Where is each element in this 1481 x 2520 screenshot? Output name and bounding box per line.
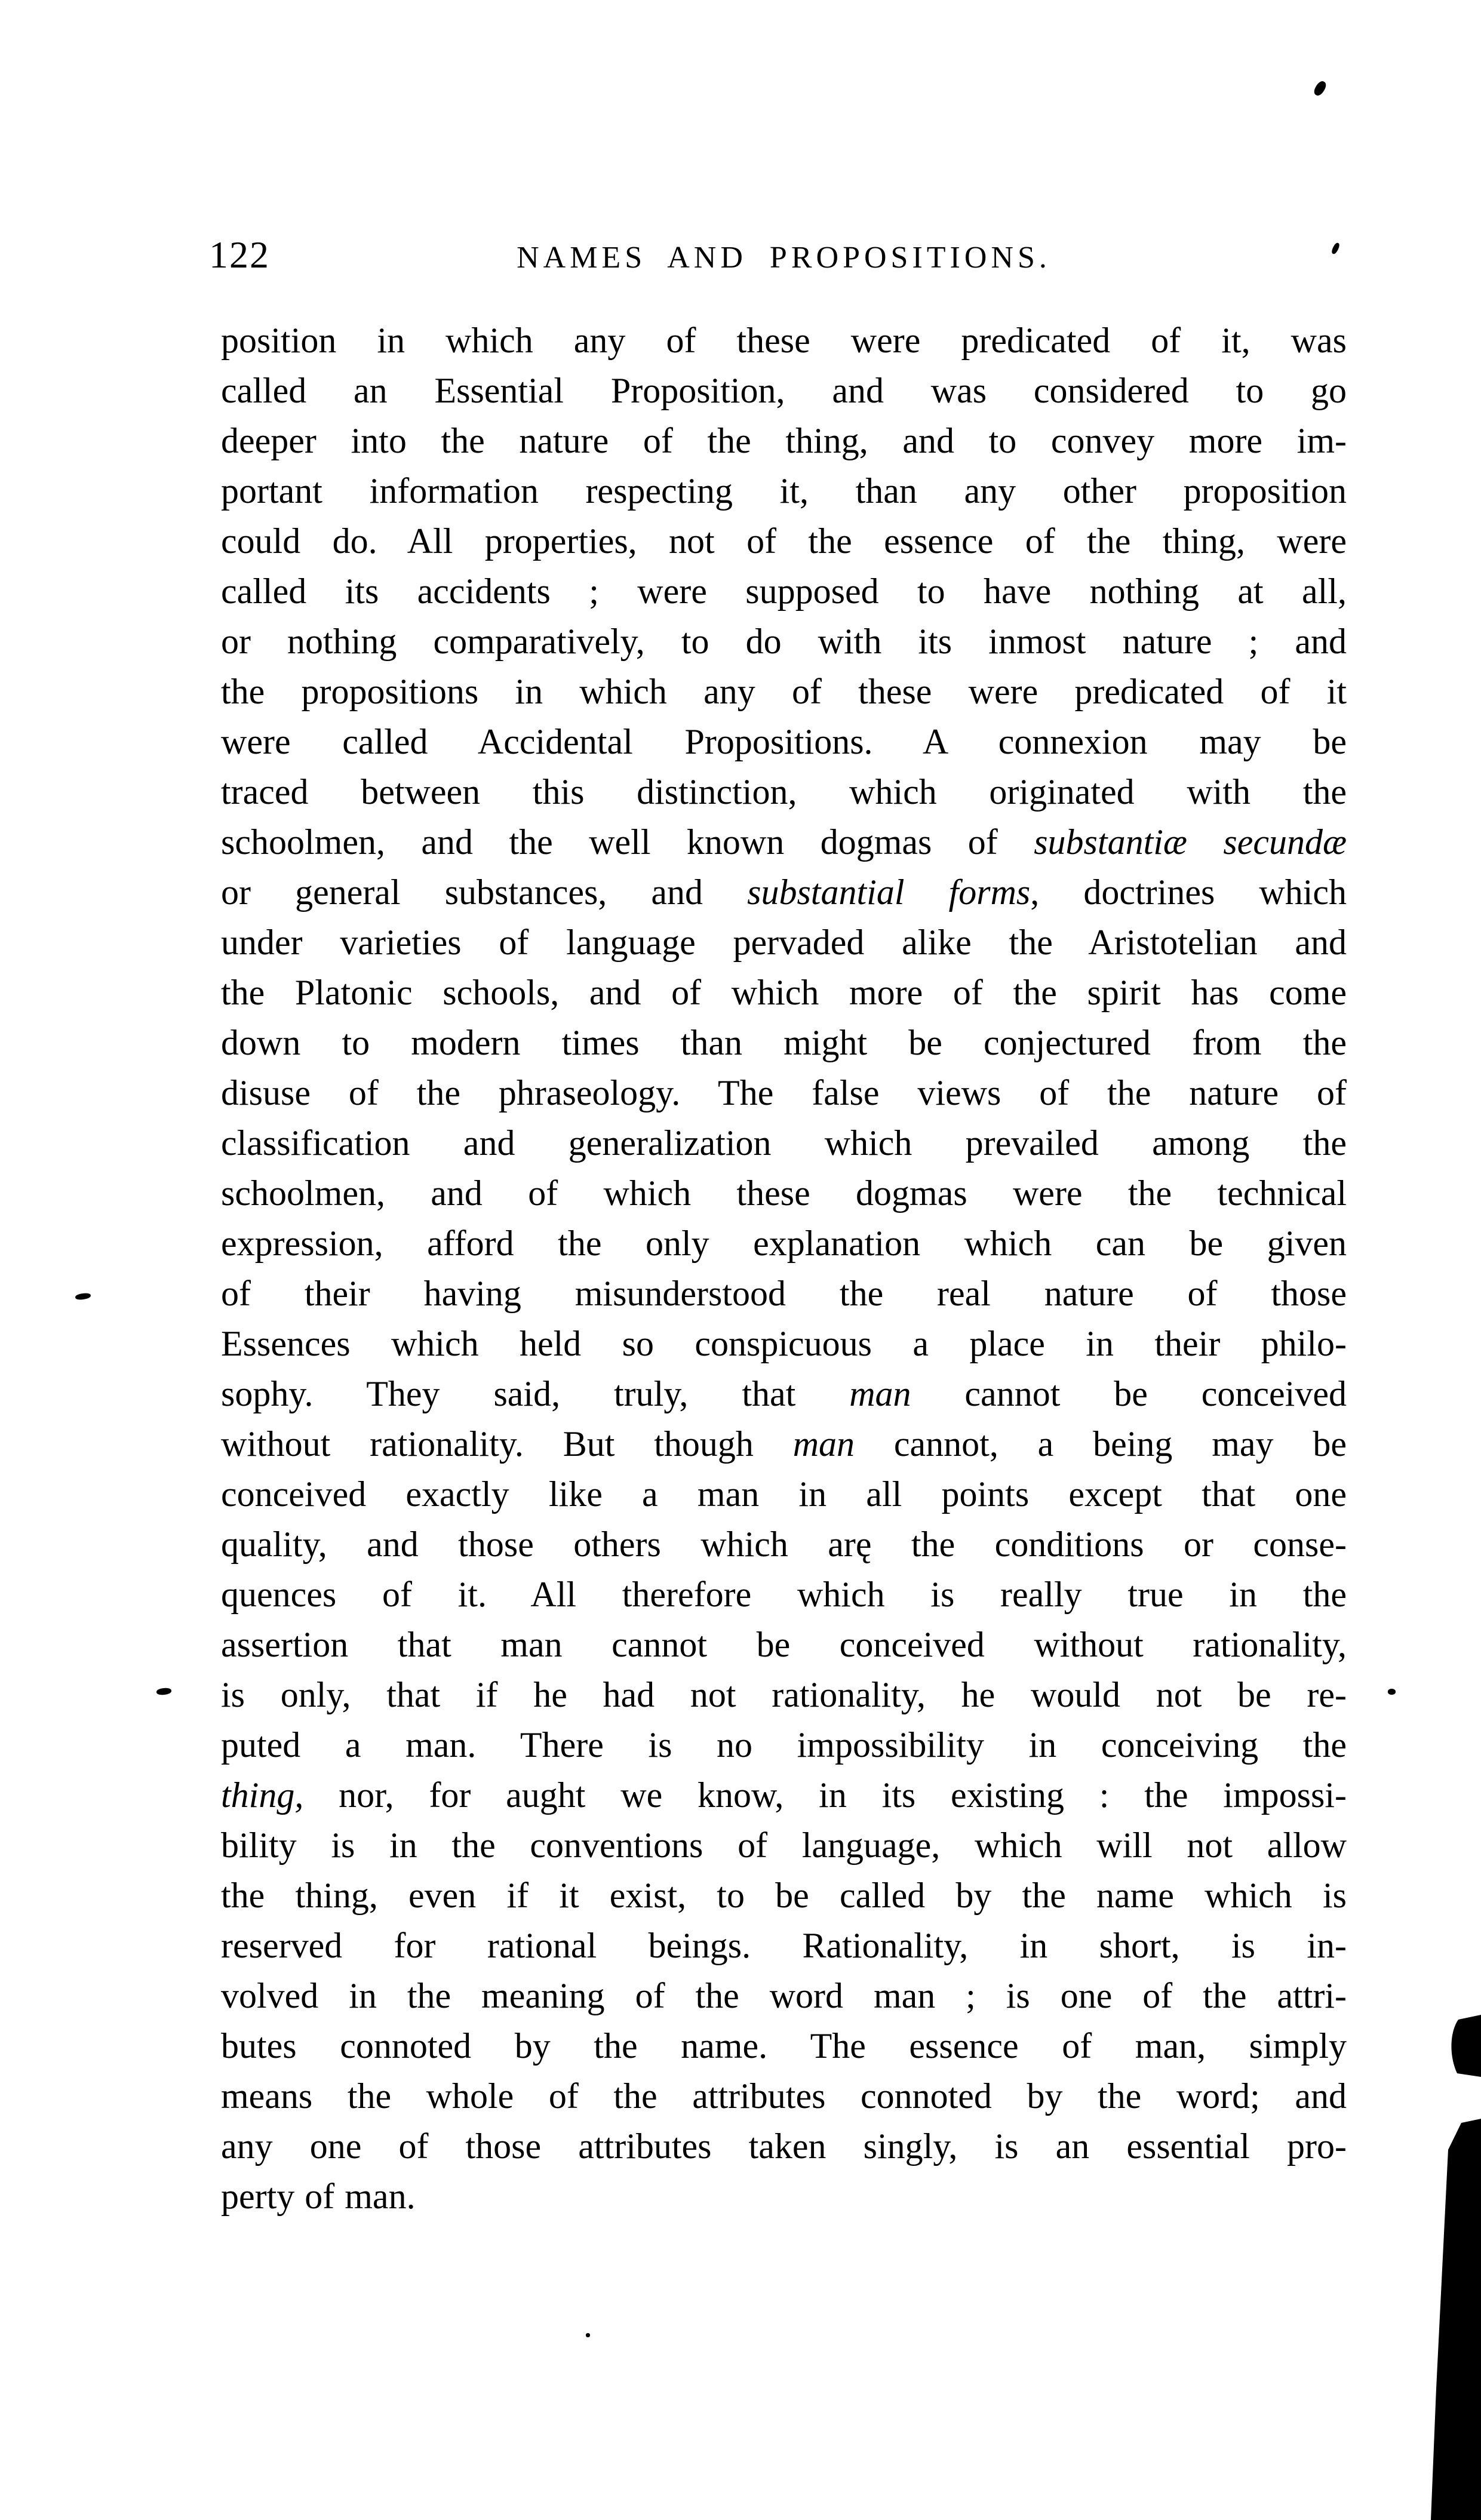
text-segment: butes connoted by the name. The essence of man, simply xyxy=(221,2026,1347,2066)
text-line xyxy=(221,917,1347,967)
text-line xyxy=(221,1268,1347,1319)
text-line xyxy=(221,1820,1347,1870)
margin-blot-right xyxy=(1388,1689,1396,1695)
text-line xyxy=(221,1319,1347,1369)
text-line xyxy=(221,2021,1347,2071)
text-line xyxy=(221,2171,1347,2221)
text-segment: the thing, even if it exist, to be called by the name which is xyxy=(221,1876,1347,1915)
text-line xyxy=(221,1469,1347,1519)
text-segment: conceived exactly like a man in all points except that one xyxy=(221,1474,1347,1514)
text-segment: the Platonic schools, and of which more of the spirit has come xyxy=(221,973,1347,1012)
text-segment: classification and generalization which prevailed among the xyxy=(221,1123,1347,1163)
text-segment: perty of man. xyxy=(221,2177,416,2216)
text-line xyxy=(221,1619,1347,1670)
text-line xyxy=(221,516,1347,566)
text-segment: called an Essential Proposition, and was considered to go xyxy=(221,371,1347,410)
text-segment: or general substances, and xyxy=(221,872,748,912)
text-segment-italic: man xyxy=(849,1374,911,1413)
text-segment: were called Accidental Propositions. A connexion may be xyxy=(221,722,1347,761)
text-line xyxy=(221,466,1347,516)
text-line xyxy=(221,1870,1347,1920)
text-segment: cannot, a being may be xyxy=(855,1424,1347,1464)
ink-blot-right-edge xyxy=(1451,2015,1481,2077)
text-line xyxy=(221,1720,1347,1770)
text-line xyxy=(221,967,1347,1018)
text-line xyxy=(221,1519,1347,1569)
margin-dash-left-lower xyxy=(156,1688,171,1696)
ink-wedge-shape xyxy=(1431,2119,1481,2520)
text-segment: means the whole of the attributes connoted by the word; and xyxy=(221,2076,1347,2116)
text-line xyxy=(221,1118,1347,1168)
page-header xyxy=(209,233,1347,282)
text-segment: traced between this distinction, which originated with the xyxy=(221,772,1347,812)
text-line xyxy=(221,315,1347,365)
text-line xyxy=(221,2121,1347,2171)
text-segment: reserved for rational beings. Rationality, in short, is in- xyxy=(221,1926,1347,1965)
text-segment: position in which any of these were predicated of it, was xyxy=(221,321,1347,360)
text-line xyxy=(221,1018,1347,1068)
text-segment: or nothing comparatively, to do with its inmost nature ; and xyxy=(221,622,1347,661)
text-segment: portant information respecting it, than any other proposition xyxy=(221,471,1347,511)
text-line xyxy=(221,616,1347,666)
text-line xyxy=(221,1569,1347,1619)
text-segment: the propositions in which any of these were predicated of it xyxy=(221,672,1347,711)
dot-bottom-margin xyxy=(586,2333,590,2337)
text-segment: , doctrines which xyxy=(1030,872,1347,912)
text-segment: nor, for aught we know, in its existing : the impossi- xyxy=(303,1775,1347,1815)
text-line xyxy=(221,767,1347,817)
text-segment: is only, that if he had not rationality, he would not be re- xyxy=(221,1675,1347,1714)
text-segment: puted a man. There is no impossibility in conceiving the xyxy=(221,1725,1347,1765)
text-segment: schoolmen, and the well known dogmas of xyxy=(221,822,1034,862)
page-text xyxy=(221,315,1347,2221)
text-segment: down to modern times than might be conjectured from the xyxy=(221,1023,1347,1062)
text-line xyxy=(221,1218,1347,1268)
text-segment: schoolmen, and of which these dogmas were the technical xyxy=(221,1173,1347,1213)
text-line xyxy=(221,365,1347,416)
text-segment: quality, and those others which arę the conditions or conse- xyxy=(221,1525,1347,1564)
text-line xyxy=(221,1168,1347,1218)
text-segment: under varieties of language pervaded alike the Aristotelian and xyxy=(221,923,1347,962)
text-segment-italic: substantiæ secundæ xyxy=(1034,822,1347,862)
text-line xyxy=(221,1971,1347,2021)
text-segment-italic: substantial forms xyxy=(747,872,1031,912)
text-line xyxy=(221,867,1347,917)
text-segment: disuse of the phraseology. The false views of the nature of xyxy=(221,1073,1347,1113)
text-segment: Essences which held so conspicuous a place in their philo- xyxy=(221,1324,1347,1363)
text-segment: sophy. They said, truly, that xyxy=(221,1374,850,1413)
text-segment: assertion that man cannot be conceived without rationality, xyxy=(221,1625,1347,1664)
text-line xyxy=(221,566,1347,616)
text-segment-italic: man xyxy=(792,1424,855,1464)
text-line xyxy=(221,717,1347,767)
text-line xyxy=(221,1670,1347,1720)
text-line xyxy=(221,817,1347,867)
text-segment: any one of those attributes taken singly, is an essential pro- xyxy=(221,2126,1347,2166)
text-line xyxy=(221,1369,1347,1419)
text-segment: bility is in the conventions of language, which will not allow xyxy=(221,1826,1347,1865)
text-line xyxy=(221,1770,1347,1820)
text-segment: could do. All properties, not of the essence of the thing, were xyxy=(221,521,1347,561)
running-title: NAMES AND PROPOSITIONS. xyxy=(517,241,1051,275)
text-segment: quences of it. All therefore which is really true in the xyxy=(221,1575,1347,1614)
text-segment: expression, afford the only explanation which can be given xyxy=(221,1224,1347,1263)
text-segment: deeper into the nature of the thing, and to convey more im- xyxy=(221,421,1347,460)
text-segment: cannot be conceived xyxy=(911,1374,1347,1413)
text-segment: called its accidents ; were supposed to have nothing at all, xyxy=(221,571,1347,611)
text-line xyxy=(221,1419,1347,1469)
page-number: 122 xyxy=(209,233,270,276)
text-line xyxy=(221,2071,1347,2121)
text-line xyxy=(221,666,1347,717)
text-line xyxy=(221,416,1347,466)
text-segment: of their having misunderstood the real nature of those xyxy=(221,1274,1347,1313)
text-line xyxy=(221,1920,1347,1971)
text-segment: without rationality. But though xyxy=(221,1424,793,1464)
text-segment: volved in the meaning of the word man ; is one of the attri- xyxy=(221,1976,1347,2015)
speck-top-right-tick xyxy=(1312,79,1328,97)
margin-dash-left-upper xyxy=(75,1292,91,1301)
text-segment-italic: thing, xyxy=(221,1775,304,1815)
ink-wedge-bottom-right-corner xyxy=(1427,2012,1481,2520)
text-line xyxy=(221,1068,1347,1118)
